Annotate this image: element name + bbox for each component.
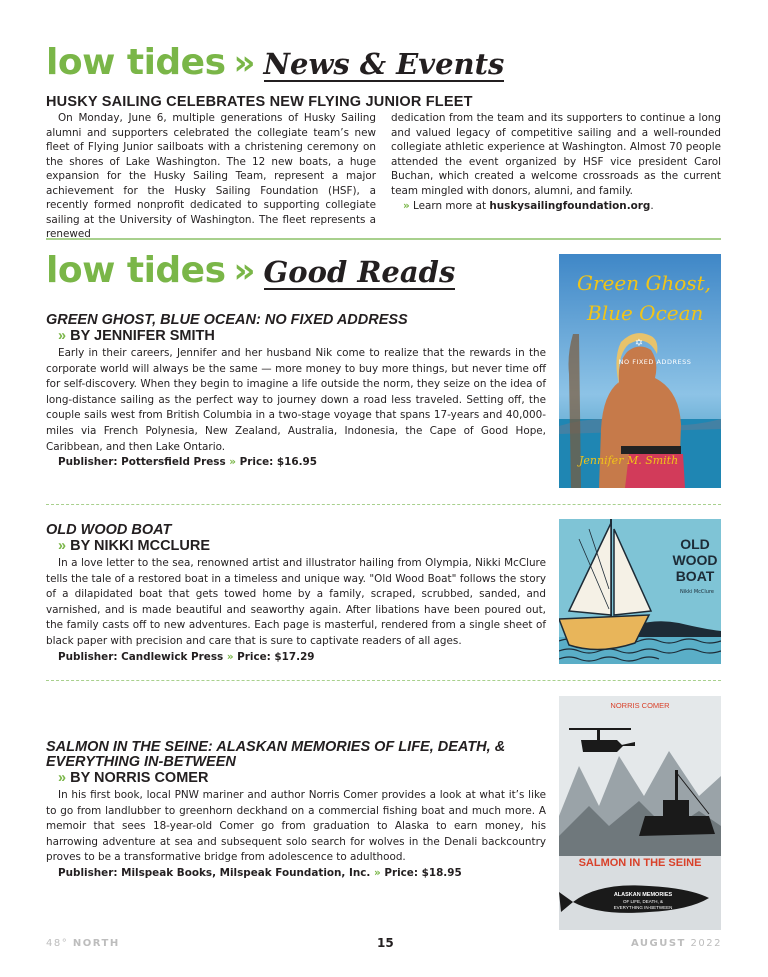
book-cover-old-wood-boat [559, 519, 721, 664]
reads-section-header [46, 250, 455, 291]
news-column-2 [391, 111, 721, 214]
book-author [58, 538, 546, 555]
section-subtitle: News & Events [263, 47, 505, 81]
cover-author: NORRIS COMER [610, 701, 670, 710]
section-divider [46, 238, 721, 240]
section-subtitle: Good Reads [263, 255, 456, 289]
footer-year: 2022 [690, 938, 722, 949]
book-publisher-price [58, 866, 546, 882]
chevron-right-icon: » [226, 650, 234, 663]
book-entry-2 [46, 523, 546, 665]
footer-month: AUGUST [630, 938, 686, 949]
cover-title-2: Blue Ocean [587, 301, 704, 325]
cover-title-line-2: WOOD [672, 552, 718, 568]
book-entry-1 [46, 313, 546, 471]
cover-subtitle: NO FIXED ADDRESS [618, 358, 692, 366]
learn-more-line [391, 199, 721, 214]
book-author-name: BY NORRIS COMER [70, 770, 209, 786]
cover-subtitle-2: OF LIFE, DEATH, & [623, 899, 663, 904]
star-icon: ✡ [634, 338, 644, 349]
book-author-name: BY JENNIFER SMITH [70, 328, 215, 344]
book-cover-green-ghost [559, 254, 721, 488]
cover-title: SALMON IN THE SEINE [578, 857, 702, 869]
book-divider [46, 504, 721, 505]
cover-illustration [559, 696, 721, 930]
footer-magazine-name [46, 938, 120, 949]
book-description: In his first book, local PNW mariner and author Norris Comer provides a look at what it’s like to go from landlubber to greenhorn deckhand on a commercial fishing boat and much more. A memoir that sees 18-year-old Comer go from graduation to Alaska to earn money, his harrowing adventure at sea and subsequent solo search for wolves in the Denali backcountry proves to be a transformative bridge from adolescence to adulthood. [46, 789, 546, 864]
chevron-right-icon: » [229, 456, 237, 469]
book-description: In a love letter to the sea, renowned artist and illustrator hailing from Olympia, Nikki McClure tells the tale of a restored boat in a timeless and unique way. "Old Wood Boat" follows the story of a dilapidated boat that gets towed home by a family, scraped, scrubbed, sanded, and varnished, and is made beautiful and seaworthy again. After libations have been poured out, the family casts off to new adventures. Each page is masterful, rendered from a single sheet of black paper with precision and care that is sure to captivate readers of all ages. [46, 557, 546, 647]
cover-subtitle-3: EVERYTHING IN-BETWEEN [613, 905, 673, 910]
book-cover-salmon-in-the-seine [559, 696, 721, 930]
chevron-right-icon: » [373, 866, 381, 879]
book-publisher: Publisher: Milspeak Books, Milspeak Foundation, Inc. [58, 866, 371, 879]
footer-issue-number: 48° [46, 938, 69, 949]
low-tides-label: low tides [46, 42, 226, 83]
book-title: GREEN GHOST, BLUE OCEAN: NO FIXED ADDRESS [46, 312, 408, 328]
learn-more-link[interactable]: huskysailingfoundation.org [489, 200, 651, 212]
cover-subtitle-1: ALASKAN MEMORIES [613, 892, 673, 898]
news-column-1 [46, 111, 376, 242]
chevron-right-icon: » [58, 328, 67, 344]
learn-more-text: Learn more at [413, 200, 487, 212]
book-description: Early in their careers, Jennifer and her husband Nik come to realize that the rewards in the corporate world will always be the same — more money to buy more things, but never time off for self-discovery. When they begin to imagine a life outside the norm, they seize on the idea of long-distance sailing as the perfect way to journey down a road less traveled. Setting off, the couple sails west from British Columbia in a two-stage voyage that spans 17-years and 40,000-miles via French Polynesia, New Zealand, Australia, Indonesia, the Cape of Good Hope, Caribbean, and then Lake Ontario. [46, 347, 546, 453]
book-title: OLD WOOD BOAT [46, 522, 172, 538]
book-author [58, 770, 546, 787]
cover-illustration [559, 519, 721, 664]
book-publisher-price [58, 650, 546, 666]
book-author [58, 328, 546, 345]
book-publisher: Publisher: Pottersfield Press [58, 456, 226, 469]
book-price: Price: $17.29 [237, 650, 315, 663]
book-title: SALMON IN THE SEINE: ALASKAN MEMORIES OF LIFE, DEATH, & EVERYTHING IN-BETWEEN [46, 739, 506, 770]
low-tides-label: low tides [46, 250, 226, 291]
cover-author: Nikki McClure [679, 589, 715, 595]
chevron-right-icon: » [58, 770, 67, 786]
news-headline: HUSKY SAILING CELEBRATES NEW FLYING JUNIOR FLEET [46, 94, 473, 110]
book-price: Price: $16.95 [239, 456, 318, 469]
book-author-name: BY NIKKI MCCLURE [70, 538, 211, 554]
news-body-2: dedication from the team and its supporters to continue a long and valued legacy of competitive sailing and a well-rounded collegiate athletic experience at Washington. Almost 70 people attended the event organized by HSF vice president Carol Buchan, which created a welcome crossroads as the current team mingled with donors, alumni, and family. [391, 112, 721, 197]
cover-author: Jennifer M. Smith [579, 454, 679, 467]
footer-brand: NORTH [72, 938, 120, 949]
chevron-right-icon: » [58, 538, 67, 554]
book-publisher-price [58, 455, 546, 471]
page-number: 15 [377, 936, 394, 950]
footer-issue-date [631, 938, 722, 949]
chevron-right-icon: » [233, 251, 256, 291]
cover-illustration [559, 254, 721, 488]
cover-title-line-3: BOAT [675, 568, 715, 584]
learn-more-period: . [650, 200, 654, 212]
book-divider [46, 680, 721, 681]
chevron-right-icon: » [403, 200, 410, 212]
news-body-1: On Monday, June 6, multiple generations of Husky Sailing alumni and supporters celebrated the collegiate team’s new fleet of Flying Junior sailboats with a christening ceremony on the shores of Lake Washington. The 12 new boats, a huge expansion for the Husky Sailing Team, represent a major achievement for the Husky Sailing Foundation (HSF), a recently formed nonprofit dedicated to supporting collegiate sailing at the University of Washington. The fleet represents a renewed [46, 112, 376, 240]
news-section-header [46, 42, 504, 83]
chevron-right-icon: » [233, 43, 256, 83]
book-publisher: Publisher: Candlewick Press [58, 650, 224, 663]
cover-title-1: Green Ghost, [577, 271, 712, 295]
cover-title-line-1: OLD [680, 536, 710, 552]
book-price: Price: $18.95 [384, 866, 462, 879]
book-entry-3 [46, 740, 546, 882]
